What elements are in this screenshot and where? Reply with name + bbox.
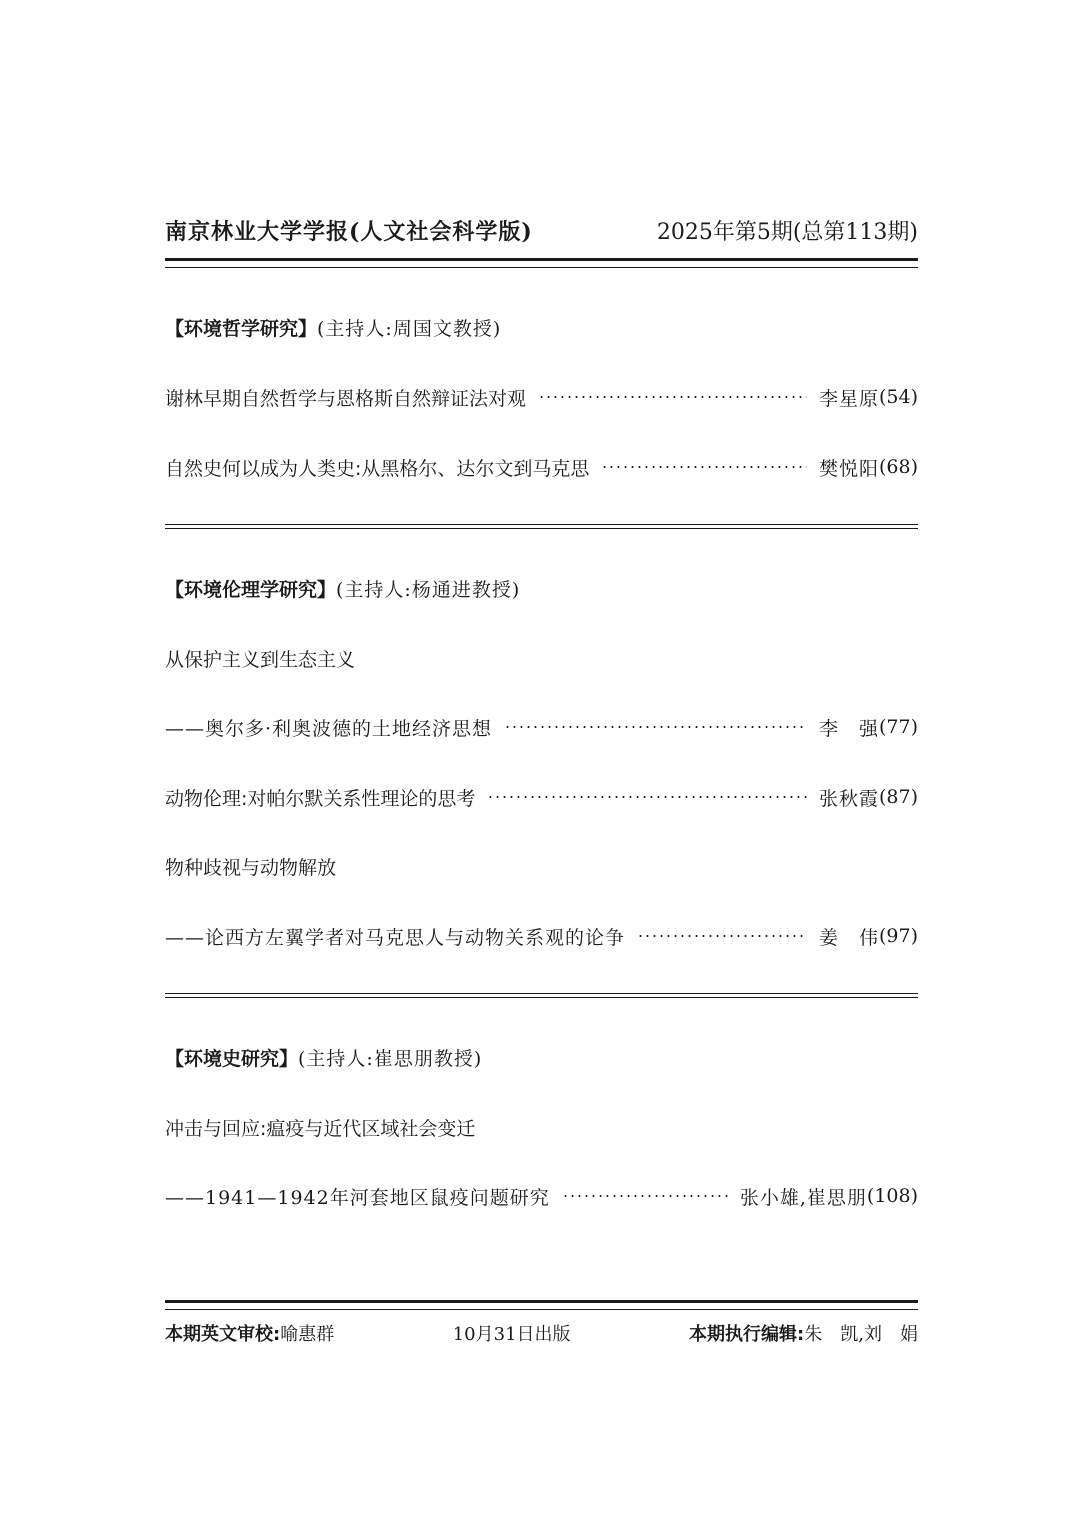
- section-title: 【环境伦理学研究】: [165, 578, 337, 601]
- english-proofreader: [165, 1320, 334, 1346]
- toc-entry[interactable]: [165, 452, 918, 482]
- entry-title: 自然史何以成为人类史:从黑格尔、达尔文到马克思: [165, 457, 590, 480]
- entry-title: 动物伦理:对帕尔默关系性理论的思考: [165, 787, 476, 810]
- entry-page: (54): [878, 386, 918, 408]
- entry-subtitle: ——1941—1942年河套地区鼠疫问题研究: [165, 1186, 550, 1209]
- dot-leader: [601, 466, 807, 468]
- entry-page: (87): [878, 786, 918, 808]
- entry-author: 张秋霞: [818, 787, 879, 810]
- entry-title: 从保护主义到生态主义: [165, 648, 356, 671]
- entry-page: (108): [866, 1185, 918, 1207]
- entry-title-line[interactable]: [165, 643, 918, 673]
- footer-rule: [165, 1300, 918, 1310]
- publish-date: 10月31日出版: [452, 1324, 571, 1345]
- dot-leader: [487, 796, 807, 798]
- dot-leader: [637, 935, 807, 937]
- entry-title: 冲击与回应:瘟疫与近代区域社会变迁: [165, 1117, 476, 1140]
- section-heading: [165, 1042, 918, 1072]
- english-proof-label: 本期英文审校:: [165, 1324, 281, 1345]
- entry-page: (97): [878, 925, 918, 947]
- entry-subtitle: ——奥尔多·利奥波德的土地经济思想: [165, 717, 493, 740]
- toc-entry[interactable]: [165, 782, 918, 812]
- toc-entry[interactable]: [165, 382, 918, 412]
- exec-editor-label: 本期执行编辑:: [689, 1324, 805, 1345]
- section-host: (主持人:崔思朋教授): [298, 1047, 483, 1070]
- dot-leader: [538, 396, 807, 398]
- section-heading: [165, 573, 918, 603]
- entry-author: 李 强: [818, 717, 879, 740]
- section-host: (主持人:杨通进教授): [336, 578, 521, 601]
- section-title: 【环境哲学研究】: [165, 317, 318, 340]
- entry-title-line[interactable]: [165, 1112, 918, 1142]
- entry-title: 物种歧视与动物解放: [165, 856, 337, 879]
- journal-title: 南京林业大学学报(人文社会科学版): [165, 218, 533, 245]
- toc-page: [165, 0, 918, 1528]
- section-title: 【环境史研究】: [165, 1047, 299, 1070]
- section-divider: [165, 524, 918, 529]
- entry-author: 李星原: [818, 387, 879, 410]
- footer: [165, 1318, 918, 1348]
- section-divider: [165, 993, 918, 998]
- entry-subtitle: ——论西方左翼学者对马克思人与动物关系观的论争: [165, 926, 626, 949]
- entry-page: (68): [878, 456, 918, 478]
- executive-editors: [689, 1320, 918, 1346]
- english-proof-name: 喻惠群: [280, 1324, 335, 1345]
- section-heading: [165, 312, 918, 342]
- entry-page: (77): [878, 716, 918, 738]
- entry-author: 姜 伟: [818, 926, 879, 949]
- toc-entry[interactable]: [165, 712, 918, 742]
- entry-author: 樊悦阳: [818, 457, 879, 480]
- dot-leader: [504, 726, 807, 728]
- exec-editor-names: 朱 凯,刘 娟: [804, 1324, 918, 1345]
- journal-header: [165, 210, 918, 250]
- section-host: (主持人:周国文教授): [317, 317, 502, 340]
- toc-entry[interactable]: [165, 921, 918, 951]
- entry-title: 谢林早期自然哲学与恩格斯自然辩证法对观: [165, 387, 527, 410]
- entry-author: 张小雄,崔思朋: [739, 1186, 867, 1209]
- dot-leader: [562, 1195, 728, 1197]
- toc-entry[interactable]: [165, 1181, 918, 1211]
- issue-info: 2025年第5期(总第113期): [656, 219, 918, 245]
- header-rule: [165, 258, 918, 268]
- entry-title-line[interactable]: [165, 851, 918, 881]
